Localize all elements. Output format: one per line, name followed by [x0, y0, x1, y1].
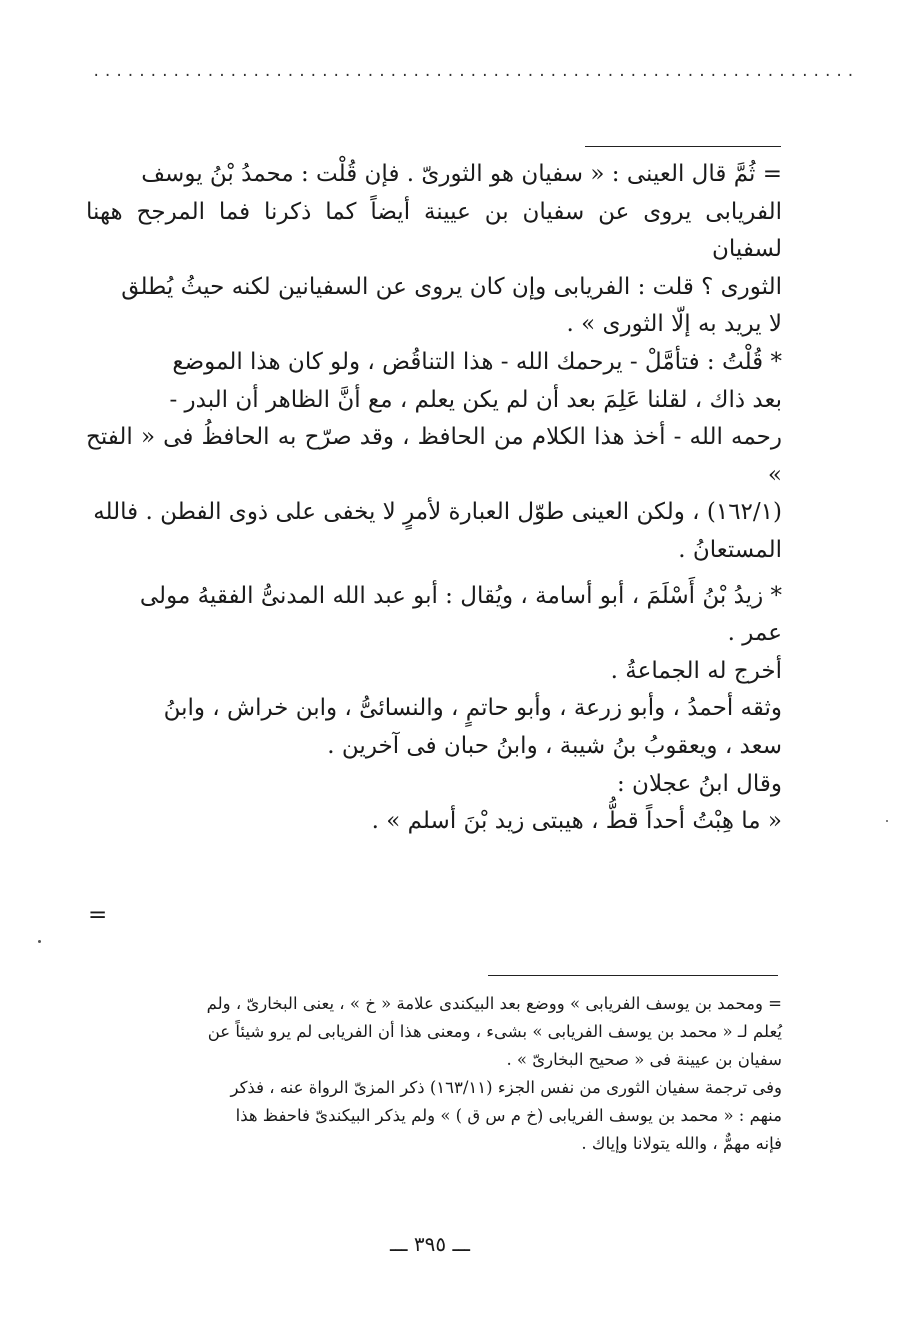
footnote-line: = ومحمد بن يوسف الفريابى » ووضع بعد البيكندى علامة « خ » ، يعنى البخارىّ ، ولم: [206, 994, 782, 1013]
footnote-line: منهم : « محمد بن يوسف الفريابى (خ م س ق ) » ولم يذكر البيكندىّ فاحفظ هذا: [235, 1106, 782, 1125]
footnote-line: وفى ترجمة سفيان الثورى من نفس الجزء (١٦٣/١١) ذكر المزىّ الرواة عنه ، فذكر: [230, 1078, 782, 1097]
comment-line: رحمه الله - أخذ هذا الكلام من الحافظ ، وقد صرّح به الحافظُ فى « الفتح »: [86, 424, 782, 488]
comment-line: * قُلْتُ : فتأمَّلْ - يرحمك الله - هذا التناقُض ، ولو كان هذا الموضع: [172, 348, 782, 375]
comment-line: بعد ذاك ، لقلنا عَلِمَ بعد أن لم يكن يعلم ، مع أنَّ الظاهر أن البدر -: [169, 386, 782, 413]
footnote-line: فإنه مهمٌّ ، والله يتولانا وإياك .: [581, 1134, 782, 1153]
quote-line: « ما هِبْتُ أحداً قطُّ ، هيبتى زيد بْنَ أسلم » .: [371, 808, 782, 835]
header-dot-leader: ...................................................................: [92, 64, 858, 80]
entry-heading-line: عمر .: [727, 620, 782, 647]
main-text: [86, 156, 782, 841]
main-line: الفريابى يروى عن سفيان بن عيينة أيضاً كما ذكرنا فما المرجح ههنا لسفيان: [86, 198, 782, 263]
tawthiq-line: وثقه أحمدُ ، وأبو زرعة ، وأبو حاتمٍ ، والنسائىُّ ، وابن خراش ، وابنُ: [163, 695, 782, 722]
main-line: لا يريد به إلّا الثورى » .: [566, 311, 782, 338]
top-separator-rule: [585, 146, 781, 147]
entry-heading-line: * زيدُ بْنُ أَسْلَمَ ، أبو أسامة ، ويُقال : أبو عبد الله المدنىُّ الفقيهُ مولى: [139, 582, 782, 609]
comment-line: (١٦٢/١) ، ولكن العينى طوّل العبارة لأمرٍ لا يخفى على ذوى الفطن . فالله: [93, 499, 782, 526]
page-number: ـــ ٣٩٥ ـــ: [389, 1232, 471, 1256]
scan-speck: [38, 940, 41, 943]
footnote-line: يُعلم لـ « محمد بن يوسف الفريابى » بشىء ، ومعنى هذا أن الفريابى لم يرو شيئاً عن: [207, 1022, 782, 1041]
comment-line: المستعانُ .: [678, 536, 782, 563]
main-line: الثورى ؟ قلت : الفريابى وإن كان يروى عن السفيانين لكنه حيثُ يُطلق: [121, 273, 782, 300]
qala-line: وقال ابنُ عجلان :: [617, 770, 782, 797]
takhrij-line: أخرج له الجماعةُ .: [610, 657, 782, 684]
footnote-separator-rule: [488, 975, 778, 976]
footnote-block: [92, 990, 782, 1158]
scan-speck: [886, 820, 888, 822]
footnote-line: سفيان بن عيينة فى « صحيح البخارىّ » .: [506, 1050, 782, 1069]
tawthiq-line: سعد ، ويعقوبُ بنُ شيبة ، وابنُ حبان فى آخرين .: [327, 732, 782, 759]
continuation-mark: =: [88, 902, 108, 928]
main-line: = ثُمَّ قال العينى : « سفيان هو الثورىّ . فإن قُلْت : محمدُ بْنُ يوسف: [141, 161, 782, 187]
